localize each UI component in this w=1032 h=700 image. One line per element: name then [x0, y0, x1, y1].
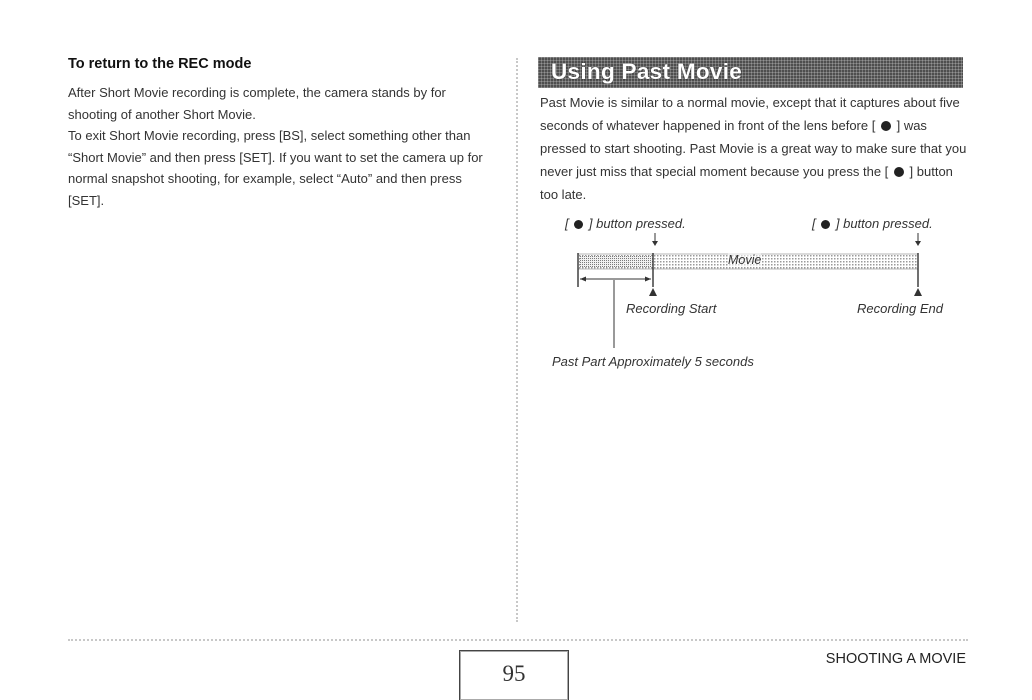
shutter-button-icon: [881, 121, 891, 131]
shutter-button-icon: [574, 220, 583, 229]
movie-bar-label: Movie: [728, 253, 762, 267]
section-subheading: To return to the REC mode: [68, 56, 252, 72]
recording-end-triangle: [914, 288, 922, 296]
past-movie-description: [540, 91, 970, 206]
past-movie-diagram: [540, 210, 970, 380]
recording-end-label: Recording End: [857, 301, 943, 316]
right-column-text: [540, 91, 970, 206]
description-part-2: ] was pressed to start shooting. Past Movie is a great way to make sure that you never just miss that special moment because you press the [: [540, 118, 967, 179]
past-part-right-arrowhead: [645, 277, 651, 282]
section-title: Using Past Movie: [551, 59, 743, 84]
end-button-pressed-label: [ ] button pressed.: [812, 216, 933, 231]
paragraph-short-movie-standby: After Short Movie recording is complete, the camera stands by for shooting of another Short Movie.: [68, 85, 446, 122]
page-number: 95: [502, 661, 526, 686]
footer-divider: [68, 639, 968, 641]
section-title-banner: [538, 57, 963, 88]
past-part-segment: [580, 256, 652, 267]
description-part-3: ] button too late.: [540, 164, 953, 202]
start-button-pressed-label: [ ] button pressed.: [565, 216, 686, 231]
chapter-name: SHOOTING A MOVIE: [825, 651, 966, 667]
paragraph-exit-instructions: To exit Short Movie recording, press [BS], select something other than “Short Movie” and then press [SET]. If you want to set the camera up for normal snapshot shooting, for example, select “Auto” and then press [SET].: [68, 128, 483, 208]
past-part-left-arrowhead: [580, 277, 586, 282]
past-part-caption: Past Part Approximately 5 seconds: [552, 354, 754, 369]
column-divider: [516, 58, 518, 622]
recording-start-label: Recording Start: [626, 301, 717, 316]
page-number-box: [459, 650, 569, 700]
end-press-arrowhead: [915, 241, 921, 246]
description-part-1: Past Movie is similar to a normal movie, except that it captures about five seconds of whatever happened in front of the lens before [: [540, 95, 960, 133]
recording-start-triangle: [649, 288, 657, 296]
start-press-arrowhead: [652, 241, 658, 246]
left-column: [68, 56, 498, 211]
shutter-button-icon: [821, 220, 830, 229]
shutter-button-icon: [894, 167, 904, 177]
